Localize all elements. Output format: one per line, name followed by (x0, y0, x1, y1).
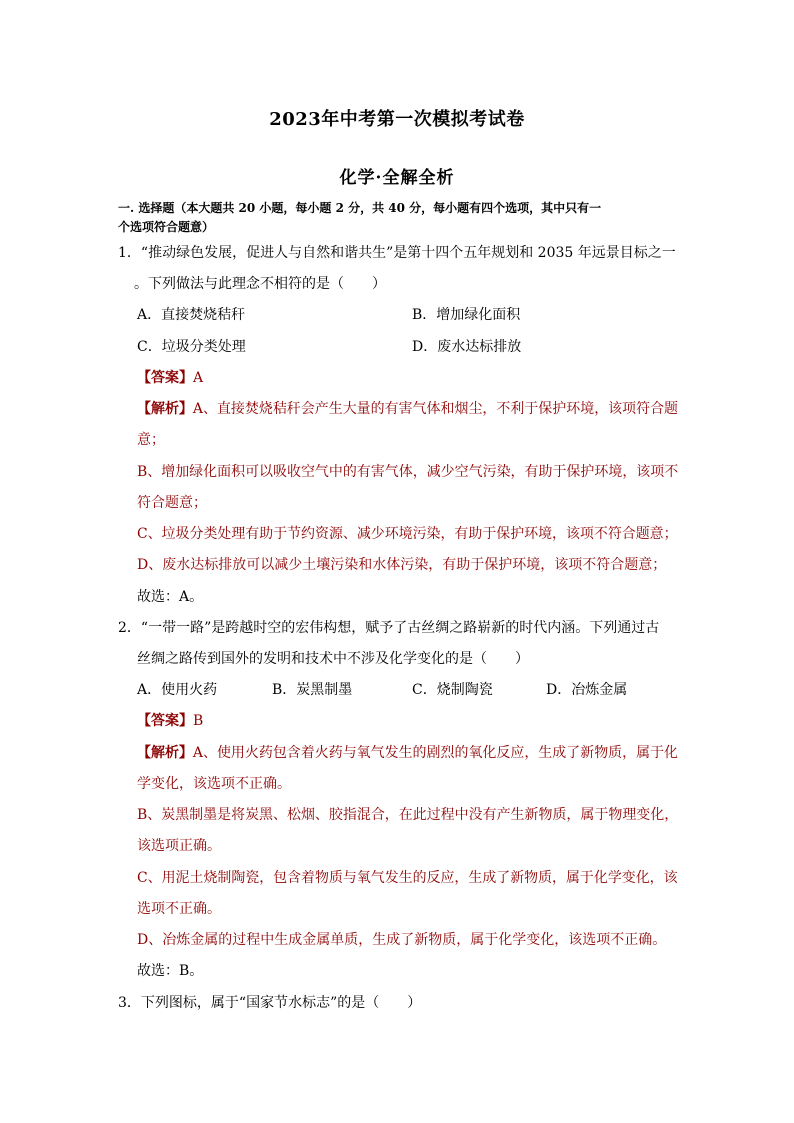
question-2-analysis-line-4: 该选项正确。 (137, 838, 221, 854)
question-1-analysis-line-6: D、废水达标排放可以减少土壤污染和水体污染，有助于保护环境，该项不符合题意； (137, 557, 667, 573)
question-2-analysis-line-5: C、用泥土烧制陶瓷，包含着物质与氧气发生的反应，生成了新物质，属于化学变化，该 (137, 870, 678, 886)
question-3-stem-line-1: 3．下列图标，属于“国家节水标志”的是（ ） (118, 995, 422, 1011)
question-1-option-b: B．增加绿化面积 (412, 307, 521, 323)
question-1-option-d: D．废水达标排放 (412, 339, 522, 355)
analysis-text: A、使用火药包含着火药与氧气发生的剧烈的氧化反应，生成了新物质，属于化 (192, 745, 679, 761)
section-heading (118, 199, 678, 237)
question-1-analysis-line-4: 符合题意； (137, 495, 207, 511)
question-2-analysis-line-2: 学变化，该选项不正确。 (137, 776, 291, 792)
answer-label: 【答案】 (137, 713, 193, 729)
question-1-analysis-line-3: B、增加绿化面积可以吸收空气中的有害气体，减少空气污染，有助于保护环境，该项不 (137, 464, 679, 480)
question-2-option-b: B．炭黑制墨 (272, 682, 353, 698)
question-2-conclusion: 故选：B。 (137, 963, 204, 979)
question-2-analysis-line-7: D、冶炼金属的过程中生成金属单质，生成了新物质，属于化学变化，该选项不正确。 (137, 932, 667, 948)
exam-subtitle: 化学·全解全析 (339, 168, 455, 188)
question-2-stem-line-1: 2．“一带一路”是跨越时空的宏伟构想，赋予了古丝绸之路崭新的时代内涵。下列通过古 (118, 620, 660, 636)
question-1-conclusion: 故选：A。 (137, 589, 204, 605)
answer-value: A (193, 370, 204, 386)
question-2-option-c: C．烧制陶瓷 (412, 682, 493, 698)
section-heading-line-2: 个选项符合题意） (118, 220, 215, 234)
analysis-label: 【解析】 (137, 401, 193, 417)
question-2-analysis-line-6: 选项不正确。 (137, 901, 221, 917)
question-2-answer (137, 712, 203, 730)
question-1-option-c: C．垃圾分类处理 (137, 339, 246, 355)
question-1-analysis-line-2: 意； (137, 432, 165, 448)
question-2-analysis-line-1 (137, 744, 678, 762)
question-1-stem-line-2: 。下列做法与此理念不相符的是（ ） (134, 276, 386, 292)
question-2-stem-line-2: 丝绸之路传到国外的发明和技术中不涉及化学变化的是（ ） (137, 651, 529, 667)
answer-label: 【答案】 (137, 370, 193, 386)
question-2-analysis-line-3: B、炭黑制墨是将炭黑、松烟、胶指混合，在此过程中没有产生新物质，属于物理变化， (137, 807, 679, 823)
analysis-label: 【解析】 (137, 745, 193, 761)
exam-title: 2023年中考第一次模拟考试卷 (269, 109, 525, 130)
question-1-option-a: A．直接焚烧秸秆 (137, 307, 246, 323)
answer-value: B (193, 713, 204, 729)
question-1-analysis-line-5: C、垃圾分类处理有助于节约资源、减少环境污染，有助于保护环境，该项不符合题意； (137, 526, 678, 542)
question-2-option-d: D．冶炼金属 (546, 682, 628, 698)
section-heading-line-1: 一. 选择题（本大题共 20 小题，每小题 2 分，共 40 分，每小题有四个选项，其中只有一 (118, 201, 602, 215)
analysis-text: A、直接焚烧秸秆会产生大量的有害气体和烟尘，不利于保护环境，该项符合题 (192, 401, 679, 417)
question-1-answer (137, 369, 203, 387)
question-2-option-a: A．使用火药 (137, 682, 218, 698)
question-1-stem-line-1: 1．“推动绿色发展，促进人与自然和谐共生”是第十四个五年规划和 2035 年远景目标之一 (118, 245, 676, 261)
question-1-analysis-line-1 (137, 400, 678, 418)
